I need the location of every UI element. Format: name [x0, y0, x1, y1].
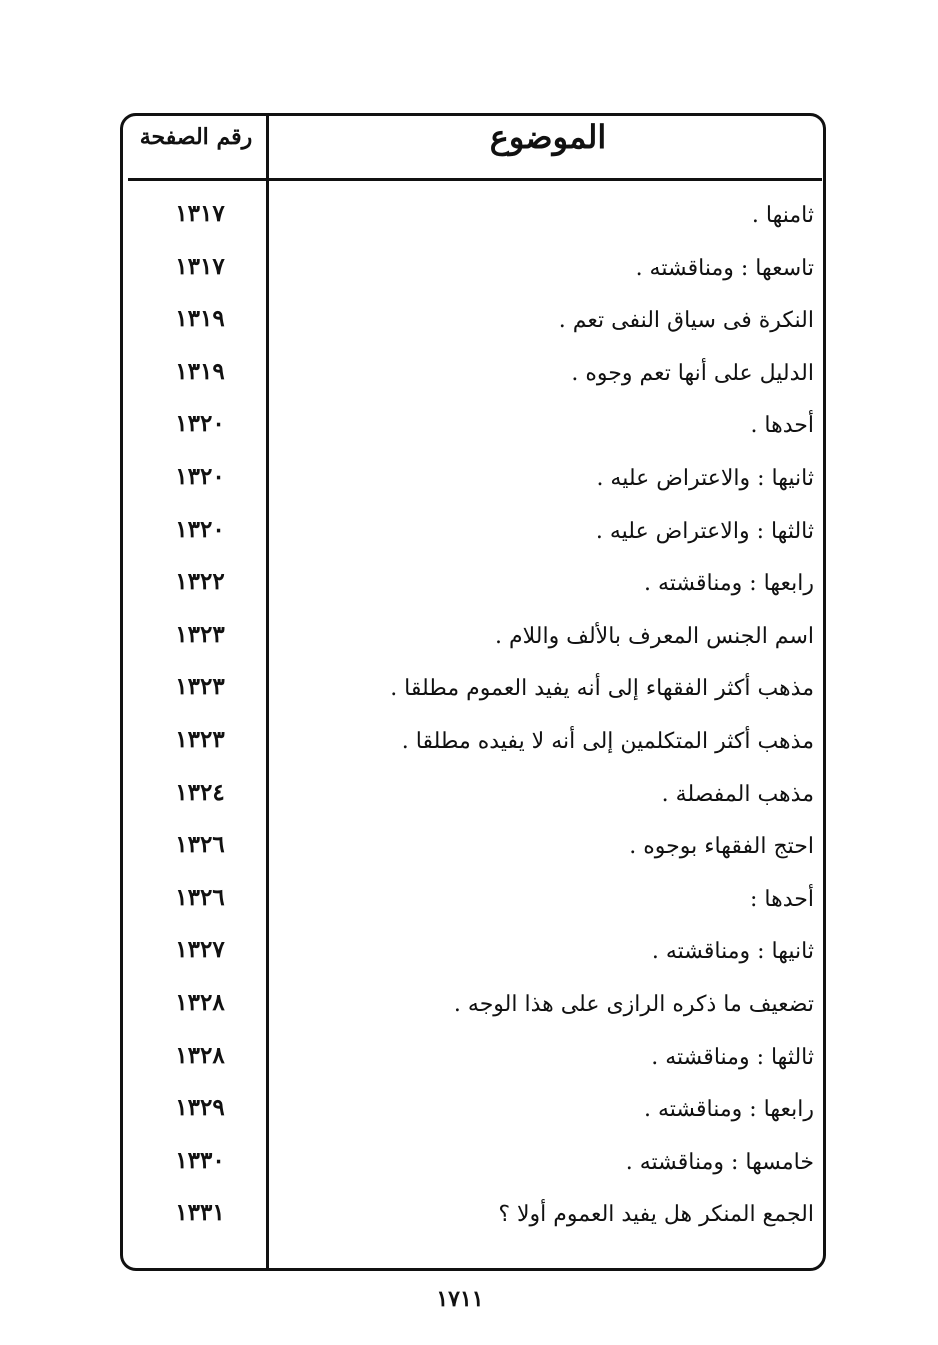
row-topic: ثانيها : ومناقشته . — [651, 939, 814, 965]
row-page-number: ١٣٢٦ — [175, 831, 225, 859]
row-topic: ثامنها . — [751, 203, 814, 228]
row-topic: رابعها : ومناقشته . — [643, 1097, 814, 1123]
row-page-number: ١٣٢٦ — [175, 883, 225, 911]
table-row — [128, 983, 814, 1036]
row-page-number: ١٣٢٣ — [175, 725, 225, 753]
row-page-number: ١٣١٩ — [175, 357, 225, 385]
row-topic: خامسها : ومناقشته . — [625, 1149, 814, 1175]
row-page-number: ١٣٢٢ — [175, 568, 225, 596]
table-row — [128, 1088, 814, 1141]
table-row — [128, 615, 814, 668]
row-page-number: ١٣٢٠ — [175, 515, 225, 543]
table-row — [128, 457, 814, 510]
table-row — [128, 1141, 814, 1194]
row-topic: أحدها . — [750, 413, 814, 439]
row-topic: احتج الفقهاء بوجوه . — [629, 834, 814, 860]
table-row — [128, 773, 814, 826]
row-topic: اسم الجنس المعرف بالألف واللام . — [495, 623, 814, 649]
row-page-number: ١٣٢٩ — [175, 1094, 225, 1122]
table-row — [128, 930, 814, 983]
row-page-number: ١٣٢٤ — [175, 778, 225, 806]
row-topic: رابعها : ومناقشته . — [643, 571, 814, 597]
row-topic: مذهب أكثر الفقهاء إلى أنه يفيد العموم مطلقا . — [390, 676, 814, 702]
page-number-column-header: رقم الصفحة — [139, 124, 253, 150]
table-row — [128, 510, 814, 563]
row-page-number: ١٣١٧ — [175, 200, 225, 227]
row-topic: ثانيها : والاعتراض عليه . — [596, 465, 814, 491]
row-topic: ثالثها : ومناقشته . — [651, 1044, 814, 1070]
row-topic: تضعيف ما ذكره الرازى على هذا الوجه . — [453, 991, 814, 1017]
table-row — [128, 352, 814, 405]
row-topic: النكرة فى سياق النفى تعم . — [558, 308, 814, 334]
book-page-number: ١٧١١ — [436, 1286, 484, 1312]
row-topic: الدليل على أنها تعم وجوه . — [571, 360, 814, 386]
row-page-number: ١٣١٩ — [175, 305, 225, 333]
row-topic: ثالثها : والاعتراض عليه . — [595, 518, 814, 544]
table-row — [128, 878, 814, 931]
row-topic: مذهب أكثر المتكلمين إلى أنه لا يفيده مطلقا . — [401, 728, 814, 754]
table-row — [128, 720, 814, 773]
table-row — [128, 825, 814, 878]
row-page-number: ١٣٣١ — [175, 1199, 225, 1227]
row-page-number: ١٣٢٨ — [175, 988, 225, 1016]
topic-column-header: الموضوع — [489, 118, 607, 156]
row-page-number: ١٣٢٧ — [175, 936, 225, 964]
table-row — [128, 1036, 814, 1089]
table-row — [128, 1193, 814, 1246]
table-row — [128, 404, 814, 457]
row-topic: تاسعها : ومناقشته . — [635, 255, 814, 281]
table-row — [128, 667, 814, 720]
table-row — [128, 247, 814, 300]
row-page-number: ١٣٢٣ — [175, 673, 225, 701]
row-page-number: ١٣١٧ — [175, 252, 225, 280]
row-page-number: ١٣٢٠ — [175, 462, 225, 490]
row-page-number: ١٣٢٠ — [175, 410, 225, 438]
index-rows — [128, 194, 814, 1246]
table-row — [128, 299, 814, 352]
row-page-number: ١٣٢٨ — [175, 1041, 225, 1069]
table-row — [128, 562, 814, 615]
row-page-number: ١٣٢٣ — [175, 620, 225, 648]
row-topic: مذهب المفصلة . — [661, 781, 814, 807]
row-topic: الجمع المنكر هل يفيد العموم أولا ؟ — [498, 1202, 814, 1228]
row-page-number: ١٣٣٠ — [175, 1146, 225, 1174]
header-divider — [128, 178, 822, 181]
row-topic: أحدها : — [750, 886, 814, 912]
table-row — [128, 194, 814, 247]
